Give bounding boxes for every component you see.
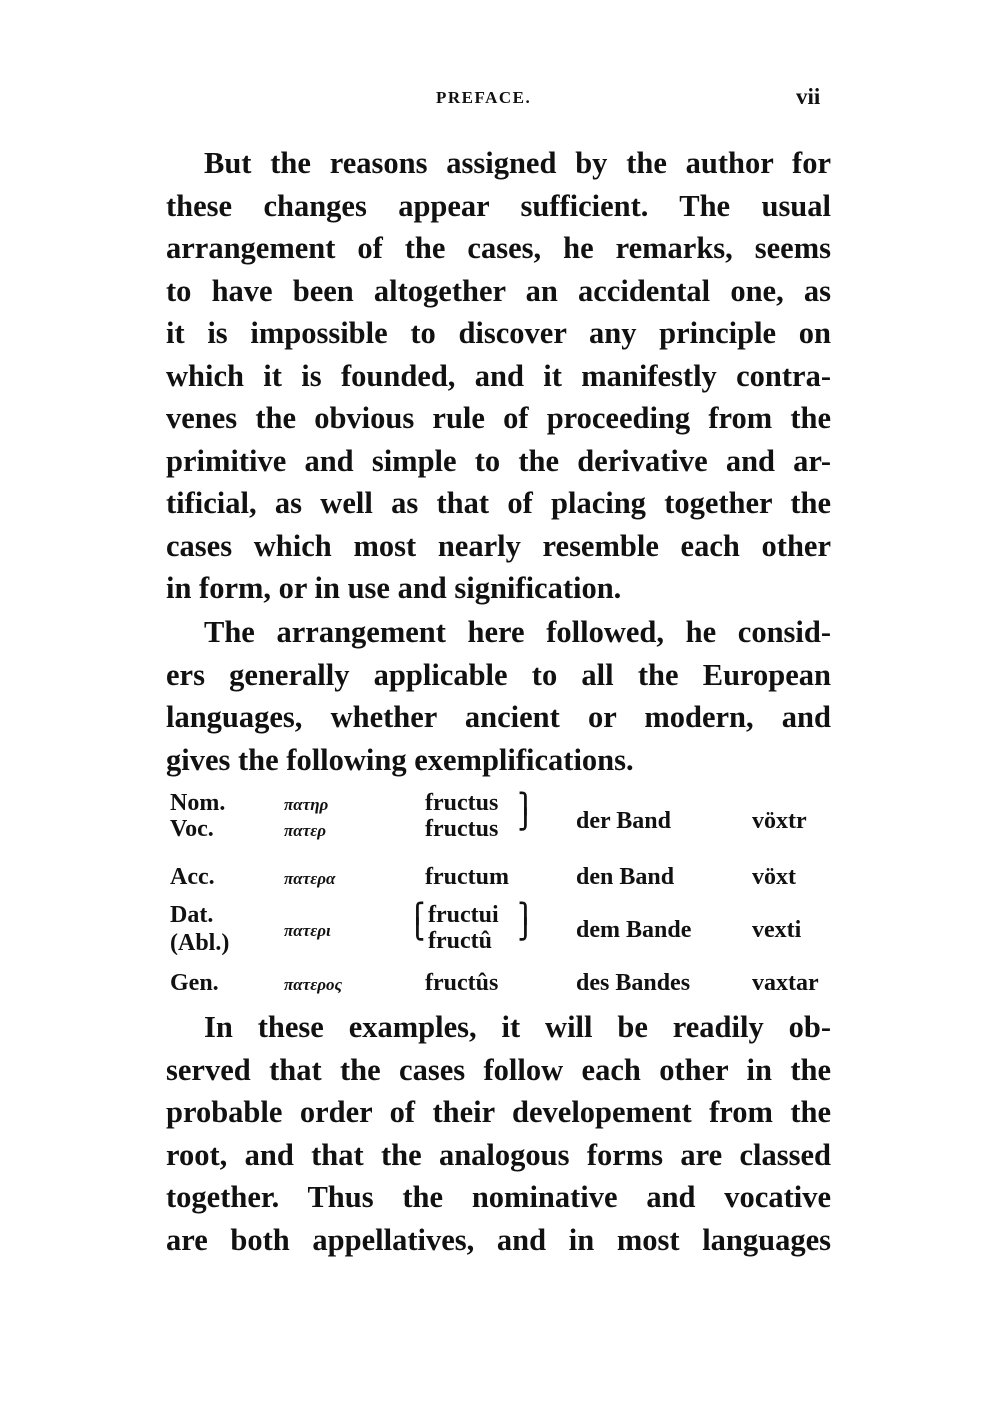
other-form: vexti [752, 917, 802, 943]
text-line: together. Thus the nominative and vocative [166, 1180, 831, 1214]
greek-form: πατερος [284, 975, 343, 994]
latin-form: fructû [428, 928, 492, 954]
latin-form: fructui [428, 902, 499, 928]
latin-form: fructum [425, 864, 509, 890]
text-line: tificial, as well as that of placing together the [166, 486, 831, 520]
right-brace: ⎫ ⎭ [518, 903, 533, 941]
latin-form: fructûs [425, 970, 499, 996]
latin-form: fructus [425, 816, 499, 842]
german-form: der Band [576, 808, 671, 834]
greek-form: πατερι [284, 921, 331, 940]
paragraph-examples [166, 1006, 831, 1261]
case-label: Voc. [170, 816, 214, 842]
text-line: it is impossible to discover any principle on [166, 316, 831, 350]
german-form: des Bandes [576, 970, 691, 996]
text-line: But the reasons assigned by the author for [204, 146, 831, 180]
text-line: probable order of their developement from the [166, 1095, 831, 1129]
text-line: gives the following exemplifications. [166, 742, 634, 777]
text-line: languages, whether ancient or modern, and [166, 700, 831, 734]
other-form: vöxt [752, 864, 796, 890]
text-line: these changes appear sufficient. The usual [166, 188, 831, 223]
greek-form: πατερ [284, 821, 326, 840]
german-form: den Band [576, 864, 675, 890]
latin-form: fructus [425, 790, 499, 816]
text-line: cases which most nearly resemble each other [166, 528, 831, 563]
other-form: vöxtr [752, 808, 807, 834]
greek-form: πατερα [284, 869, 336, 888]
declension-table [166, 790, 838, 1000]
page-header [0, 84, 1000, 118]
text-line: in form, or in use and signification. [166, 571, 622, 605]
text-line: ers generally applicable to all the European [166, 657, 831, 692]
text-line: The arrangement here followed, he consid- [204, 615, 831, 649]
text-line: In these examples, it will be readily ob- [204, 1010, 831, 1044]
text-line: served that the cases follow each other in the [166, 1052, 831, 1087]
german-form: dem Bande [576, 917, 692, 943]
text-line: are both appellatives, and in most languages [166, 1222, 831, 1257]
other-form: vaxtar [752, 970, 819, 996]
right-brace: ⎫ ⎭ [518, 793, 533, 831]
left-brace: ⎧ ⎩ [410, 903, 425, 941]
text-line: arrangement of the cases, he remarks, seems [166, 231, 831, 265]
page-number: vii [796, 84, 821, 109]
text-line: which it is founded, and it manifestly contra- [166, 358, 831, 393]
case-label: Acc. [170, 864, 215, 890]
case-label: Dat. [170, 902, 214, 928]
paragraph-arrangement [166, 611, 831, 781]
case-label: Gen. [170, 970, 219, 996]
text-line: to have been altogether an accidental one, as [166, 273, 831, 308]
paragraph-reasons [166, 142, 831, 610]
case-label: Nom. [170, 790, 226, 816]
greek-form: πατηρ [284, 795, 329, 814]
text-line: primitive and simple to the derivative and ar- [166, 443, 831, 478]
running-head: PREFACE. [436, 88, 532, 107]
text-line: root, and that the analogous forms are classed [166, 1137, 831, 1172]
case-label: (Abl.) [170, 930, 230, 956]
text-line: venes the obvious rule of proceeding from the [166, 401, 831, 435]
